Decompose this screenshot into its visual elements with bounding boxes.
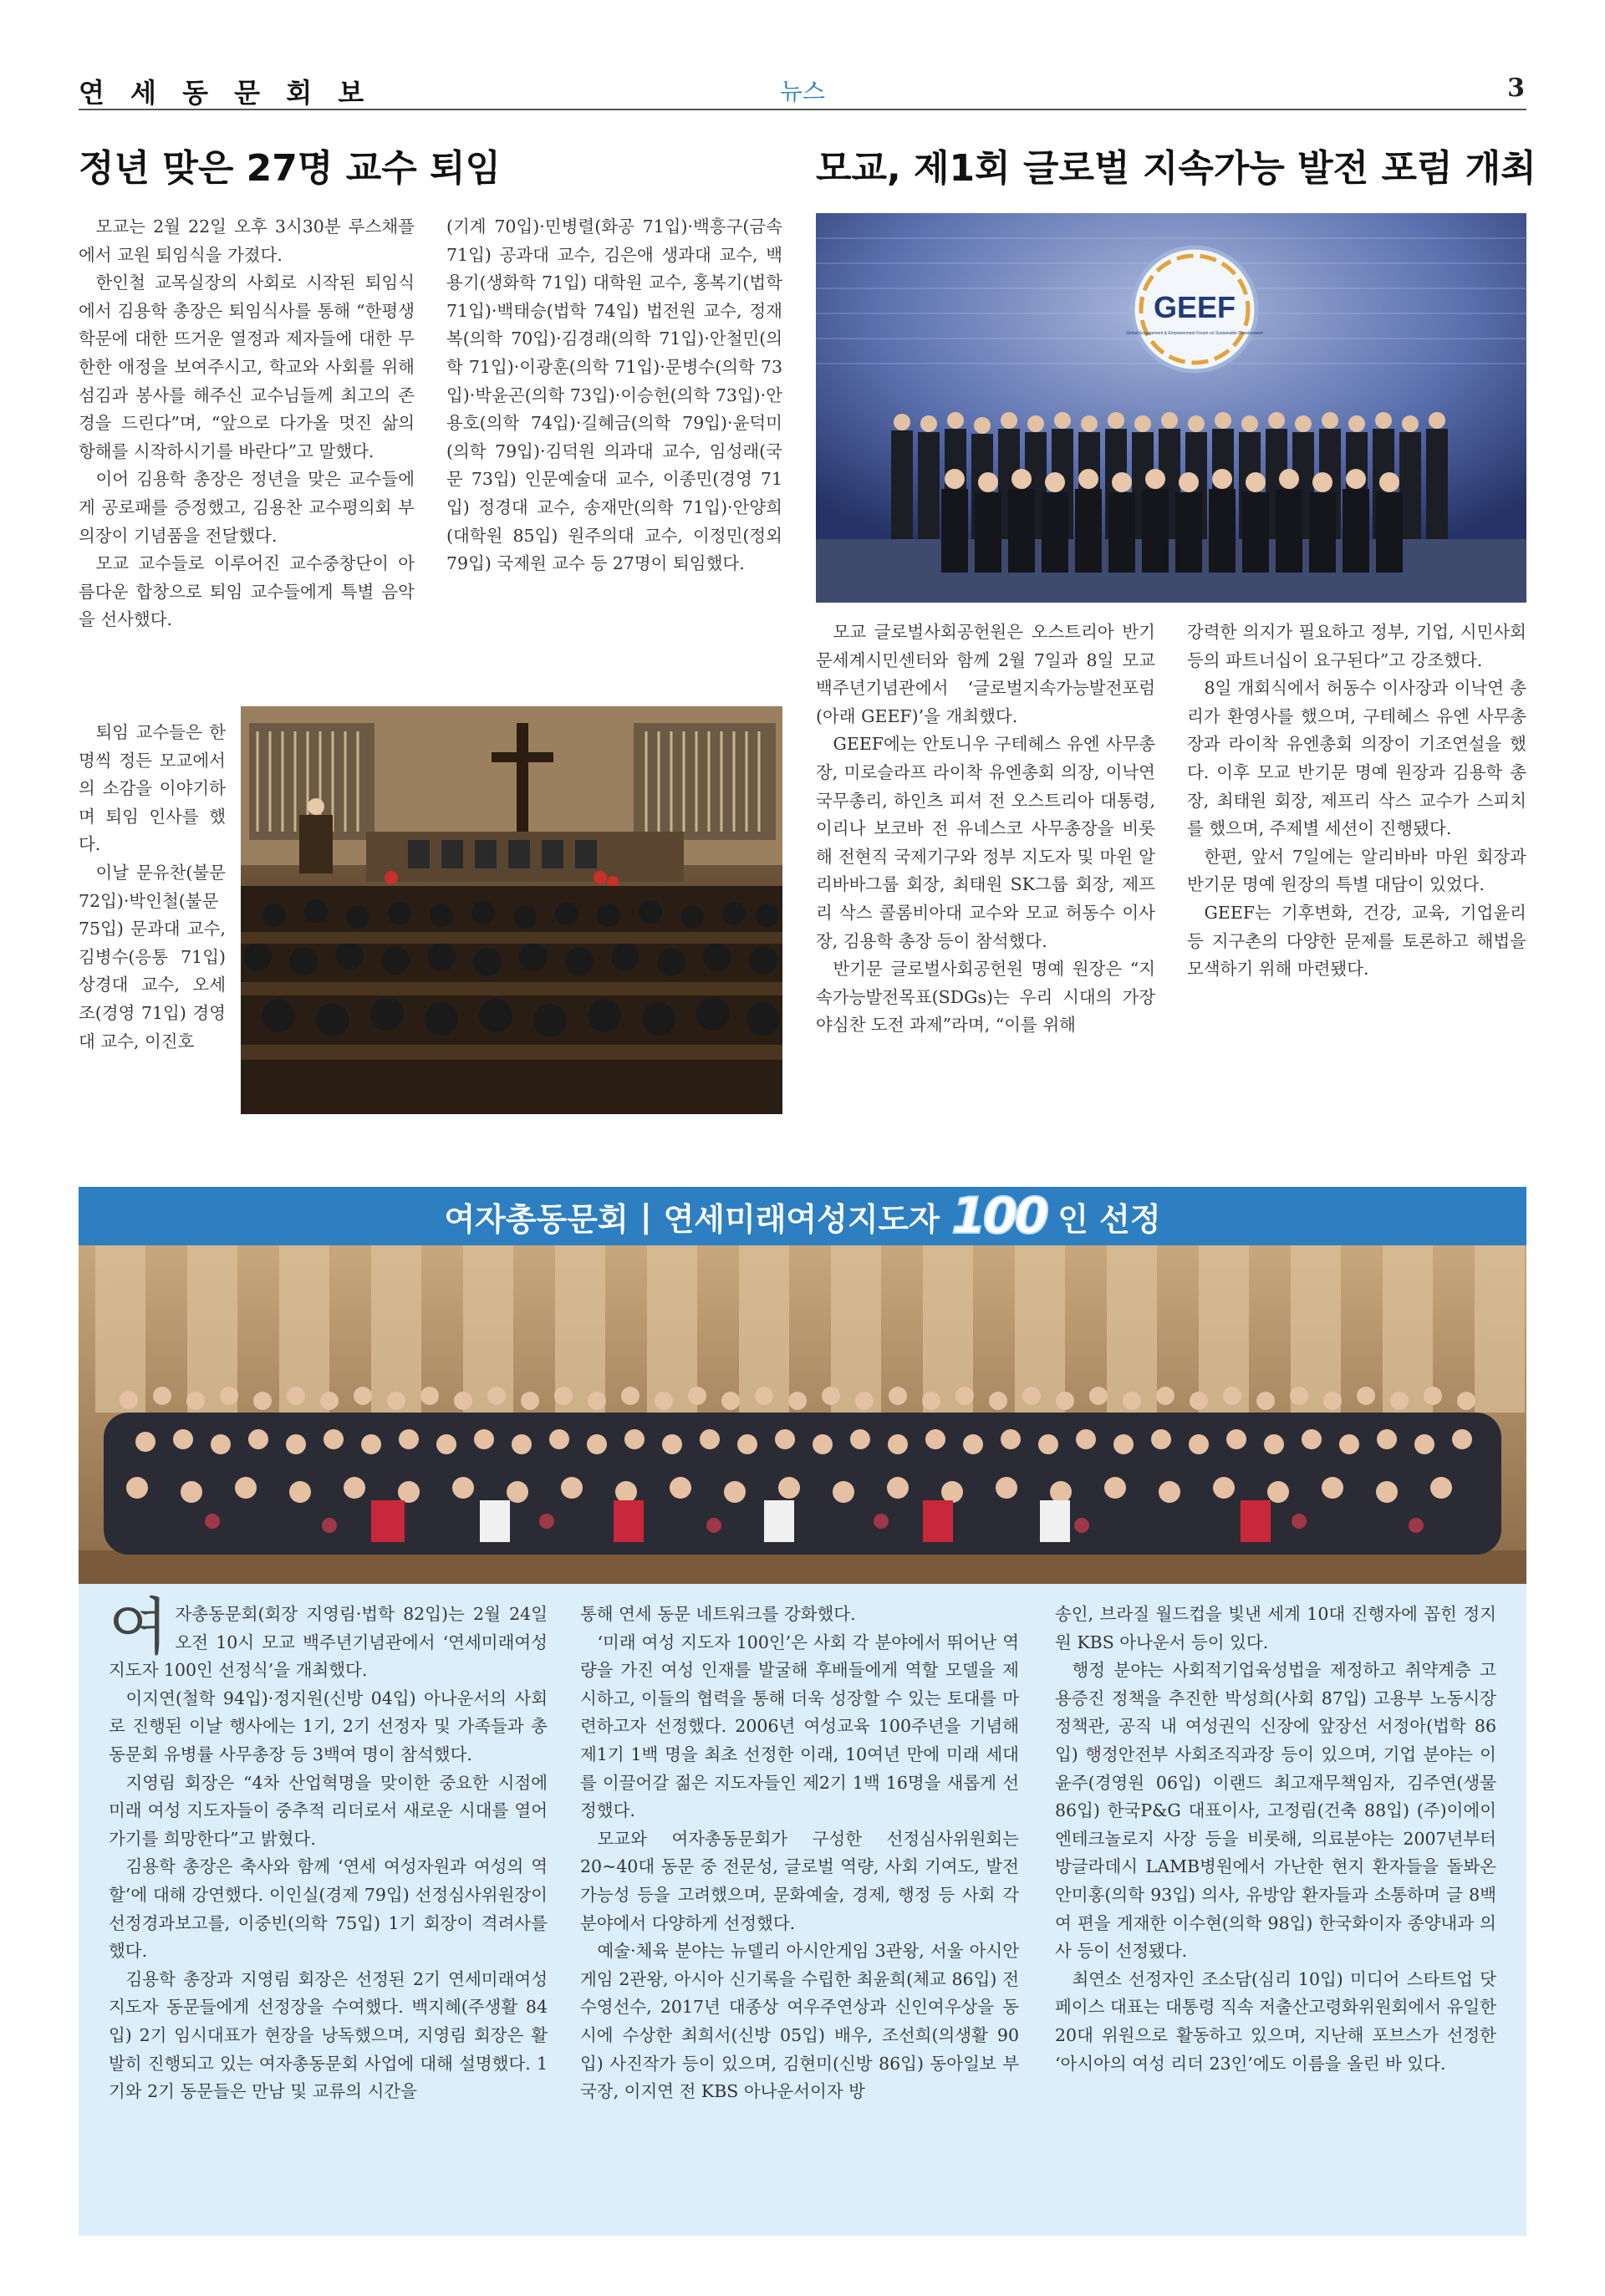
retirement-col1 — [79, 213, 415, 634]
retirement-headline: 정년 맞은 27명 교수 퇴임 — [79, 147, 502, 190]
paragraph: 모교는 2월 22일 오후 3시30분 루스채플에서 교원 퇴임식을 가졌다. — [79, 216, 415, 265]
paragraph: 김용학 총장과 지영림 회장은 선정된 2기 연세미래여성지도자 동문들에게 선정장을 수여했다. 백지혜(주생활 84입) 2기 임시대표가 현장을 낭독했으며, 지영림 회장은 활발히 진행되고 있는 여자총동문회 사업에 대해 설명했다. 1기와 2기 동문들은 만남 및 교류의 시간을 — [109, 1968, 548, 2102]
section-label: 뉴스 — [779, 78, 826, 105]
geef-logo-text: GEEF — [1153, 290, 1236, 324]
paragraph: (기계 70입)·민병렬(화공 71입)·백흥구(금속 71입) 공과대 교수, 김은애 생과대 교수, 백용기(생화학 71입) 대학원 교수, 홍복기(법학 71입)·백태승(법학 74입) 법전원 교수, 정재복(의학 70입)·김경래(의학 71입)·안철민(의학 71입)·이광훈(의학 71입)·문병수(의학 73입)·박윤곤(의학 73입)·이승헌(의학 73입)·안용호(의학 74입)·길혜금(의학 79입)·윤덕미(의학 79입)·김덕원 의과대 교수, 임성래(국문 73입) 인문예술대 교수, 이종민(경영 71입) 정경대 교수, 송재만(의학 71입)·안양희(대학원 85입) 원주의대 교수, 이정민(정외 79입) 국제원 교수 등 27명이 퇴임했다. — [446, 216, 782, 574]
banner-title: 연세미래여성지도자 — [663, 1200, 940, 1238]
page-number: 3 — [1507, 74, 1525, 103]
paragraph: 최연소 선정자인 조소담(심리 10입) 미디어 스타트업 닷페이스 대표는 대통령 직속 저출산고령화위원회에서 유일한 20대 위원으로 활동하고 있으며, 지난해 포브스가 선정한 ‘아시아의 여성 리더 23인’에도 이름을 올린 바 있다. — [1055, 1968, 1496, 2074]
women-col1 — [109, 1591, 548, 2106]
banner-suffix: 인 선정 — [1057, 1200, 1161, 1238]
banner-number: 100 — [950, 1187, 1047, 1245]
paragraph: 8일 개회식에서 허동수 이사장과 이낙연 총리가 환영사를 했으며, 구테헤스 유엔 사무총장과 라이착 유엔총회 의장이 기조연설을 했다. 이후 모교 반기문 명예 원장과 김용학 총장, 최태원 회장, 제프리 삭스 교수가 스피치를 했으며, 주제별 세션이 진행됐다. — [1187, 678, 1526, 839]
paragraph: 행정 분야는 사회적기업육성법을 제정하고 취약계층 고용증진 정책을 추진한 박성희(사회 87입) 고용부 노동시장 정책관, 공직 내 여성권익 신장에 앞장선 서정아(법학 86입) 행정안전부 사회조직과장 등이 있으며, 기업 분야는 이윤주(경영원 06입) 이랜드 최고재무책임자, 김주연(생물 86입) 한국P&G 대표이사, 고정림(건축 88입) (주)이에이엔테크놀로지 사장 등을 비롯해, 의료분야는 2007년부터 방글라데시 LAMB병원에서 가난한 현지 환자들을 돌봐온 안미홍(의학 93입) 의사, 유방암 환자들과 소통하며 글 8백여 편을 게재한 이수현(의학 98입) 한국화이자 종양내과 의사 등이 선정됐다. — [1055, 1660, 1496, 1962]
paragraph: 예술·체육 분야는 뉴델리 아시안게임 3관왕, 서울 아시안게임 2관왕, 아시아 신기록을 수립한 최윤희(체교 86입) 전 수영선수, 2017년 대종상 여우주연상과 신인여우상을 동시에 수상한 최희서(신방 05입) 배우, 조선희(의생활 90입) 사진작가 등이 있으며, 김현미(신방 86입) 동아일보 부국장, 이지연 전 KBS 아나운서이자 방 — [580, 1941, 1019, 2102]
paragraph: 모교 글로벌사회공헌원은 오스트리아 반기문세계시민센터와 함께 2월 7일과 8일 모교 백주년기념관에서 ‘글로벌지속가능발전포럼(아래 GEEF)’을 개최했다. — [816, 622, 1155, 726]
masthead: 연 세 동 문 회 보 — [79, 77, 373, 109]
women-col3 — [1055, 1601, 1496, 2078]
paragraph: 강력한 의지가 필요하고 정부, 기업, 시민사회 등의 파트너십이 요구된다”고 강조했다. — [1187, 622, 1526, 670]
paragraph: 이지연(철학 94입)·정지원(신방 04입) 아나운서의 사회로 진행된 이날 행사에는 1기, 2기 선정자 및 가족들과 총동문회 유병률 사무총장 등 3백여 명이 참석했다. — [109, 1688, 548, 1764]
retirement-col2 — [446, 213, 782, 578]
forum-col1 — [816, 619, 1155, 1040]
geef-group-photo — [816, 213, 1526, 603]
paragraph: 송인, 브라질 월드컵을 빛낸 세계 10대 진행자에 꼽힌 정지원 KBS 아나운서 등이 있다. — [1055, 1604, 1496, 1652]
women-leaders-banner — [79, 1187, 1526, 1245]
dropcap: 여 — [109, 1591, 169, 1663]
paragraph: 한인철 교목실장의 사회로 시작된 퇴임식에서 김용학 총장은 퇴임식사를 통해 “한평생 학문에 대한 뜨거운 열정과 제자들에 대한 무한한 애정을 보여주시고, 학교와 사회를 위해 섬김과 봉사를 해주신 교수님들께 최고의 존경을 드린다”며, “앞으로 다가올 멋진 삶의 항해를 시작하시기를 바란다”고 말했다. — [79, 272, 415, 461]
paragraph: 김용학 총장은 축사와 함께 ‘연세 여성자원과 여성의 역할’에 대해 강연했다. 이인실(경제 79입) 선정심사위원장이 선정경과보고를, 이중빈(의학 75입) 1기 회장이 격려사를 했다. — [109, 1856, 548, 1962]
women-leaders-group-photo — [79, 1245, 1526, 1584]
paragraph: 모교와 여자총동문회가 구성한 선정심사위원회는 20~40대 동문 중 전문성, 글로벌 역량, 사회 기여도, 발전 가능성 등을 고려했으며, 문화예술, 경제, 행정 등 사회 각 분야에서 다양하게 선정했다. — [580, 1828, 1019, 1933]
paragraph: 이어 김용학 총장은 정년을 맞은 교수들에게 공로패를 증정했고, 김용찬 교수평의회 부의장이 기념품을 전달했다. — [79, 469, 415, 546]
banner-org: 여자총동문회 — [444, 1200, 629, 1238]
group-photo-graphic — [79, 1245, 1526, 1584]
chapel-photo-graphic — [241, 706, 782, 1114]
paragraph: GEEF에는 안토니우 구테헤스 유엔 사무총장, 미로슬라프 라이착 유엔총회 의장, 이낙연 국무총리, 하인츠 피셔 전 오스트리아 대통령, 이리나 보코바 전 유네스코 사무총장을 비롯해 전현직 국제기구와 정부 지도자 및 마윈 알리바바그룹 회장, 최태원 SK그룹 회장, 제프리 삭스 콜롬비아대 교수와 모교 허동수 이사장, 김용학 총장 등이 참석했다. — [816, 734, 1155, 951]
header-rule — [79, 109, 1526, 110]
paragraph: 지영림 회장은 “4차 산업혁명을 맞이한 중요한 시점에 미래 여성 지도자들이 중추적 리더로서 새로운 시대를 열어가기를 희망한다”고 밝혔다. — [109, 1772, 548, 1849]
women-col2 — [580, 1601, 1019, 2106]
retirement-col1-narrow — [79, 719, 226, 1056]
paragraph: ‘미래 여성 지도자 100인’은 사회 각 분야에서 뛰어난 역량을 가진 여성 인재를 발굴해 후배들에게 역할 모델을 제시하고, 이들의 협력을 통해 더욱 성장할 수 있는 토대를 마련하고자 선정했다. 2006년 여성교육 100주년을 기념해 제1기 1백 명을 최초 선정한 이래, 10여년 만에 미래 세대를 이끌어갈 젊은 지도자들인 제2기 1백 16명을 새롭게 선정했다. — [580, 1632, 1019, 1821]
paragraph: GEEF는 기후변화, 건강, 교육, 기업윤리 등 지구촌의 다양한 문제를 토론하고 해법을 모색하기 위해 마련됐다. — [1187, 902, 1526, 980]
paragraph: 퇴임 교수들은 한 명씩 정든 모교에서의 소감을 이야기하며 퇴임 인사를 했다. — [79, 722, 226, 855]
paragraph — [109, 1591, 548, 1685]
chapel-ceremony-photo — [241, 706, 782, 1114]
forum-headline: 모교, 제1회 글로벌 지속가능 발전 포럼 개최 — [816, 147, 1536, 190]
paragraph: 이날 문유찬(불문 72입)·박인철(불문 75입) 문과대 교수, 김병수(응통 71입) 상경대 교수, 오세조(경영 71입) 경영대 교수, 이진호 — [79, 862, 226, 1051]
paragraph: 한편, 앞서 7일에는 알리바바 마윈 회장과 반기문 명예 원장의 특별 대담이 있었다. — [1187, 846, 1526, 895]
geef-photo-graphic — [816, 213, 1526, 603]
banner-separator: | — [639, 1198, 652, 1235]
geef-logo-subtitle: Global Engagement & Empowerment Forum on Sustainable Development — [1126, 331, 1263, 336]
paragraph: 모교 교수들로 이루어진 교수중창단이 아름다운 합창으로 퇴임 교수들에게 특별 음악을 선사했다. — [79, 553, 415, 630]
forum-col2 — [1187, 619, 1526, 984]
paragraph: 반기문 글로벌사회공헌원 명예 원장은 “지속가능발전목표(SDGs)는 우리 시대의 가장 야심찬 도전 과제”라며, “이를 위해 — [816, 959, 1155, 1036]
lead-text: 자총동문회(회장 지영림·법학 82입)는 2월 24일 오전 10시 모교 백주년기념관에서 ‘연세미래여성지도자 100인 선정식’을 개최했다. — [109, 1604, 548, 1681]
paragraph: 통해 연세 동문 네트워크를 강화했다. — [580, 1604, 856, 1624]
